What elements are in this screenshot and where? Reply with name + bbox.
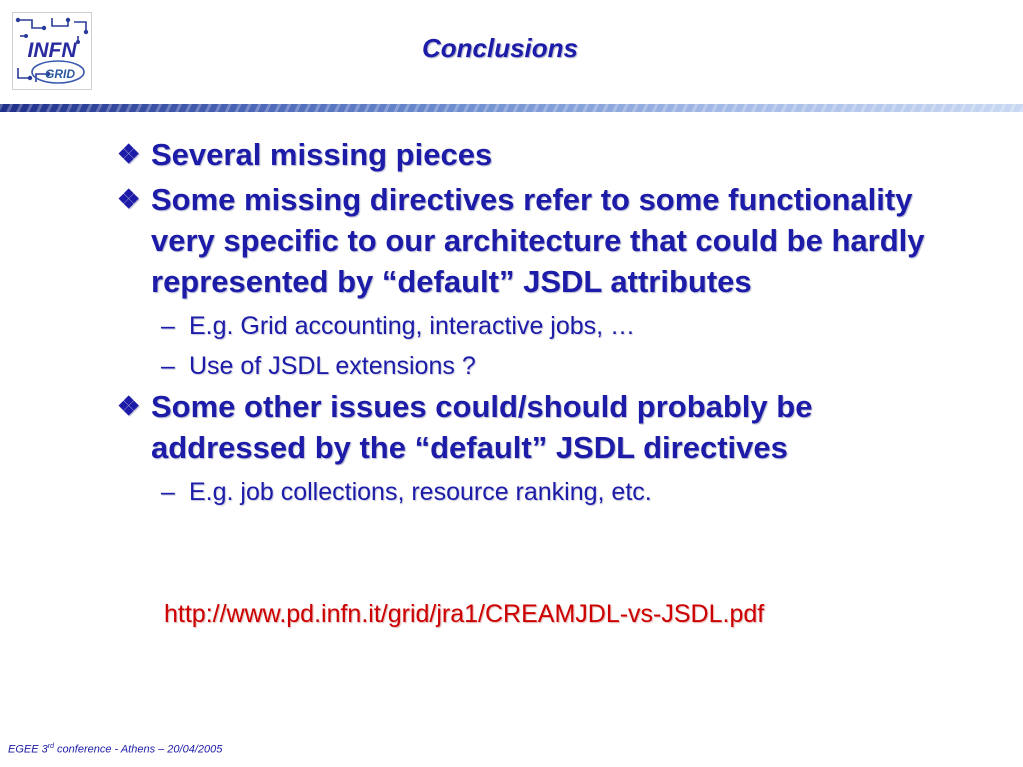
bullet-item [117,179,947,302]
diamond-bullet-icon: ❖ [117,391,141,421]
slide-content [117,134,947,512]
sub-bullet-text: E.g. Grid accounting, interactive jobs, … [189,312,636,340]
footer-prefix: EGEE 3 [8,743,48,756]
sub-bullet-text: E.g. job collections, resource ranking, etc. [189,478,652,506]
bullet-item [117,134,947,175]
diamond-bullet-icon: ❖ [117,139,141,169]
sub-bullet-item [117,472,947,512]
footer-sup: rd [47,743,54,750]
bullet-text: Some missing directives refer to some functionality very specific to our architecture that could be hardly represented by “default” JSDL attributes [151,182,925,299]
reference-link[interactable]: http://www.pd.infn.it/grid/jra1/CREAMJDL-vs-JSDL.pdf [164,600,765,628]
page-title: Conclusions [421,33,578,63]
dash-bullet-icon: – [161,312,175,340]
bullet-text: Several missing pieces [151,137,493,172]
logo-text-infn: INFN [27,39,77,62]
sub-bullet-item [117,306,947,346]
logo-text-grid: GRID [45,67,75,81]
header-divider-bar [0,104,1023,112]
footer-suffix: conference - Athens – 20/04/2005 [53,743,223,756]
dash-bullet-icon: – [161,478,175,506]
sub-bullet-text: Use of JSDL extensions ? [189,352,476,380]
diamond-bullet-icon: ❖ [117,184,141,214]
sub-bullet-item [117,346,947,386]
dash-bullet-icon: – [161,352,175,380]
bullet-text: Some other issues could/should probably be addressed by the “default” JSDL directives [151,389,813,465]
footer-conference [8,743,222,756]
bullet-item [117,386,947,468]
